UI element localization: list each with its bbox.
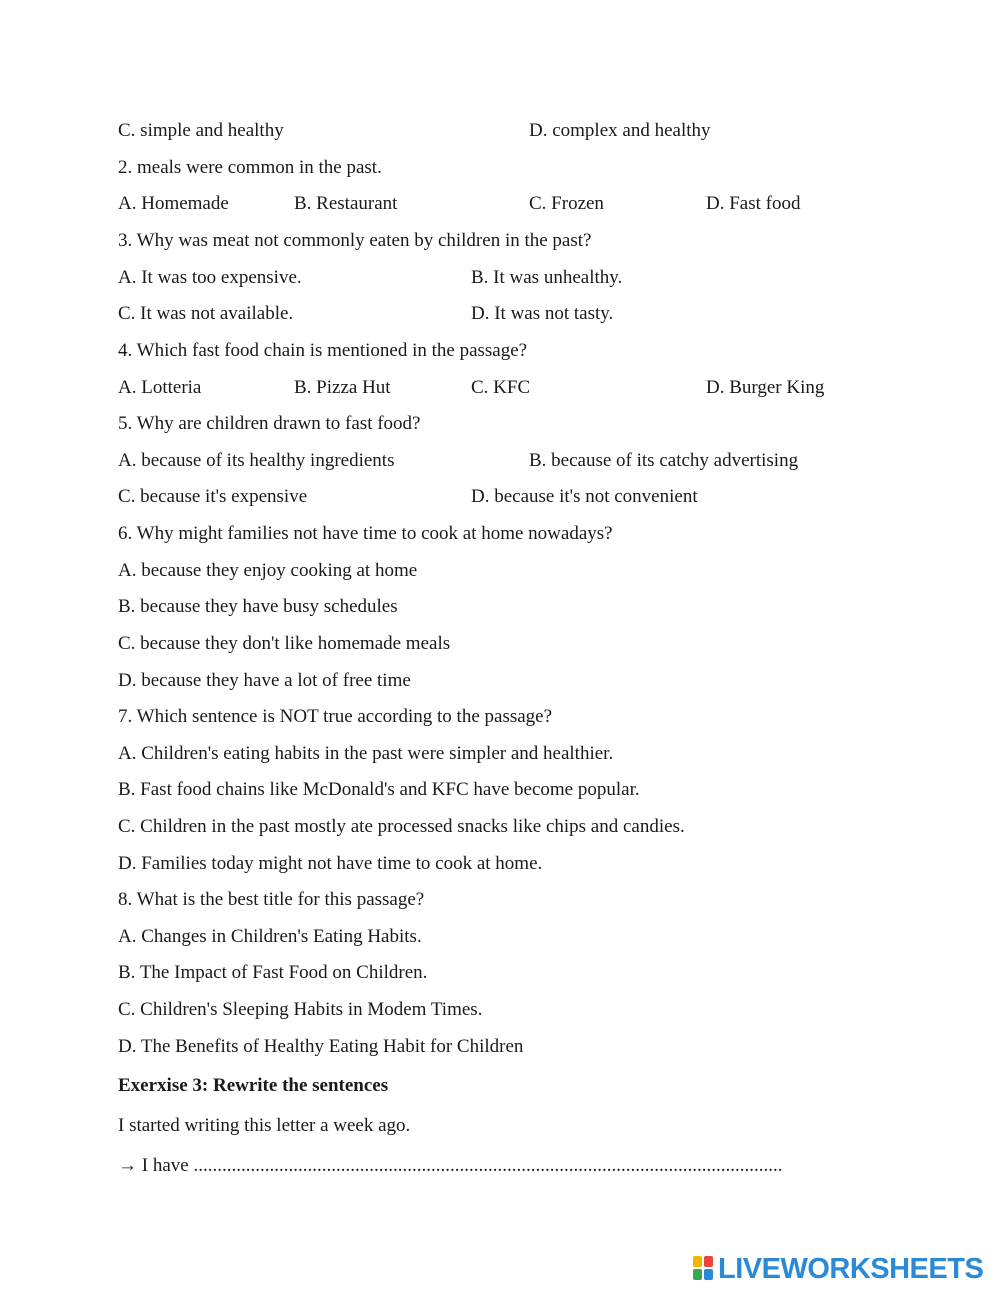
q7-option-d: D. Families today might not have time to cook at home. [118,853,543,874]
q2-option-d: D. Fast food [706,193,801,214]
q8-option-a: A. Changes in Children's Eating Habits. [118,926,422,947]
q6-option-a: A. because they enjoy cooking at home [118,560,418,581]
q5-option-a: A. because of its healthy ingredients [118,450,395,471]
exercise-3-heading: Exerxise 3: Rewrite the sentences [118,1075,389,1096]
q4-option-d: D. Burger King [706,377,825,398]
q3-option-b: B. It was unhealthy. [471,267,623,288]
q8-option-b: B. The Impact of Fast Food on Children. [118,962,428,983]
q6-option-c: C. because they don't like homemade meals [118,633,451,654]
question-4: 4. Which fast food chain is mentioned in the passage? [118,340,528,361]
q5-option-b: B. because of its catchy advertising [529,450,799,471]
q8-option-d: D. The Benefits of Healthy Eating Habit for Children [118,1036,524,1057]
q3-option-c: C. It was not available. [118,303,294,324]
liveworksheets-logo-text: LIVEWORKSHEETS [718,1252,984,1285]
question-6: 6. Why might families not have time to cook at home nowadays? [118,523,613,544]
q7-option-a: A. Children's eating habits in the past were simpler and healthier. [118,743,614,764]
rewrite-prompt: I started writing this letter a week ago. [118,1115,411,1136]
q3-option-a: A. It was too expensive. [118,267,302,288]
q6-option-b: B. because they have busy schedules [118,596,398,617]
q3-option-d: D. It was not tasty. [471,303,614,324]
q1-option-d: D. complex and healthy [529,120,711,141]
q4-option-a: A. Lotteria [118,377,202,398]
q8-option-c: C. Children's Sleeping Habits in Modem Times. [118,999,483,1020]
q1-option-c: C. simple and healthy [118,120,284,141]
question-7: 7. Which sentence is NOT true according to the passage? [118,706,553,727]
q5-option-d: D. because it's not convenient [471,486,698,507]
liveworksheets-logo-icon [693,1256,715,1282]
q5-option-c: C. because it's expensive [118,486,308,507]
q7-option-c: C. Children in the past mostly ate processed snacks like chips and candies. [118,816,685,837]
q7-option-b: B. Fast food chains like McDonald's and KFC have become popular. [118,779,640,800]
q2-option-c: C. Frozen [529,193,604,214]
q2-option-a: A. Homemade [118,193,229,214]
q6-option-d: D. because they have a lot of free time [118,670,411,691]
question-5: 5. Why are children drawn to fast food? [118,413,421,434]
rewrite-answer-line[interactable]: → I have ............................................................................................................................ [118,1155,783,1176]
q2-option-b: B. Restaurant [294,193,398,214]
q4-option-c: C. KFC [471,377,531,398]
question-3: 3. Why was meat not commonly eaten by children in the past? [118,230,592,251]
question-8: 8. What is the best title for this passage? [118,889,425,910]
liveworksheets-logo [693,1253,983,1285]
question-2: 2. meals were common in the past. [118,157,382,178]
q4-option-b: B. Pizza Hut [294,377,391,398]
